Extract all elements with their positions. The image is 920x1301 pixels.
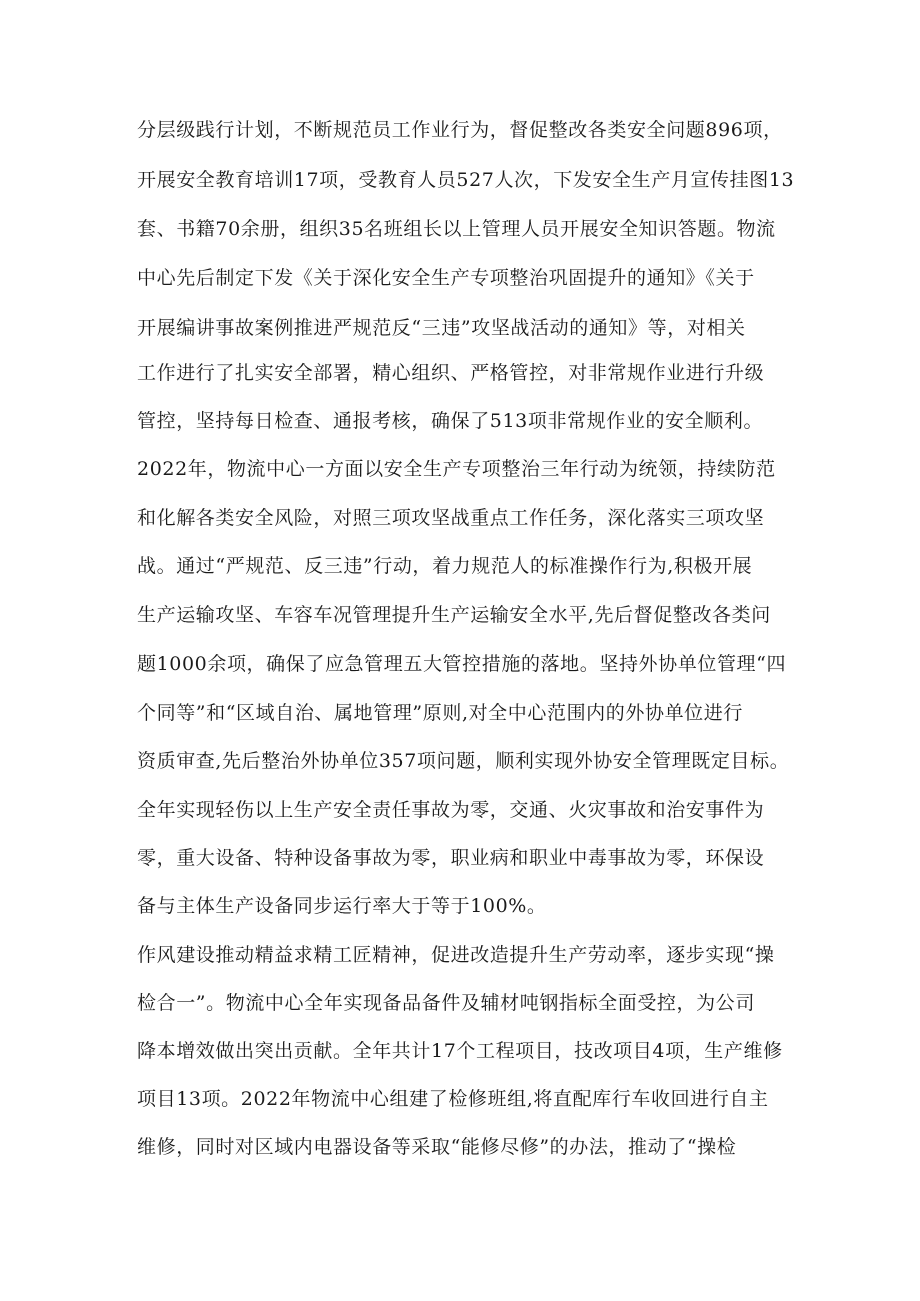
text-line: 开展编讲事故案例推进严规范反“三违”攻坚战活动的通知》等，对相关: [137, 317, 746, 339]
text-line: 全年实现轻伤以上生产安全责任事故为零，交通、火灾事故和治安事件为: [137, 799, 765, 821]
text-line: 2022年，物流中心一方面以安全生产专项整治三年行动为统领，持续防范: [137, 458, 776, 480]
text-line: 维修，同时对区域内电器设备等采取“能修尽修”的办法，推动了“操检: [137, 1136, 737, 1158]
text-line: 题1000余项，确保了应急管理五大管控措施的落地。坚持外协单位管理“四: [137, 653, 787, 675]
text-line: 作风建设推动精益求精工匠精神，促进改造提升生产劳动率，逐步实现“操: [137, 944, 775, 966]
text-line: 检合一”。物流中心全年实现备品备件及辅材吨钢指标全面受控，为公司: [137, 992, 755, 1014]
text-line: 备与主体生产设备同步运行率大于等于100%。: [137, 895, 547, 917]
text-line: 分层级践行计划，不断规范员工作业行为，督促整改各类安全问题896项，: [137, 119, 783, 141]
text-line: 生产运输攻坚、车容车况管理提升生产运输安全水平,先后督促整改各类问: [137, 604, 771, 626]
text-line: 资质审查,先后整治外协单位357项问题，顺利实现外协安全管理既定目标。: [137, 750, 790, 772]
text-line: 开展安全教育培训17项，受教育人员527人次，下发安全生产月宣传挂图13: [137, 169, 795, 191]
text-line: 工作进行了扎实安全部署，精心组织、严格管控，对非常规作业进行升级: [137, 362, 765, 384]
text-line: 管控，坚持每日检查、通报考核，确保了513项非常规作业的安全顺利。: [137, 410, 764, 432]
text-line: 和化解各类安全风险，对照三项攻坚战重点工作任务，深化落实三项攻坚: [137, 507, 765, 529]
text-line: 战。通过“严规范、反三违”行动，着力规范人的标准操作行为,积极开展: [137, 555, 753, 577]
text-line: 中心先后制定下发《关于深化安全生产专项整治巩固提升的通知》《关于: [137, 267, 755, 289]
text-line: 零，重大设备、特种设备事故为零，职业病和职业中毒事故为零，环保设: [137, 847, 765, 869]
text-line: 套、书籍70余册，组织35名班组长以上管理人员开展安全知识答题。物流: [137, 218, 776, 240]
text-line: 个同等”和“区域自治、属地管理”原则,对全中心范围内的外协单位进行: [137, 702, 743, 724]
text-line: 项目13项。2022年物流中心组建了检修班组,将直配库行车收回进行自主: [137, 1088, 769, 1110]
text-line: 降本增效做出突出贡献。全年共计17个工程项目，技改项目4项，生产维修: [137, 1040, 783, 1062]
